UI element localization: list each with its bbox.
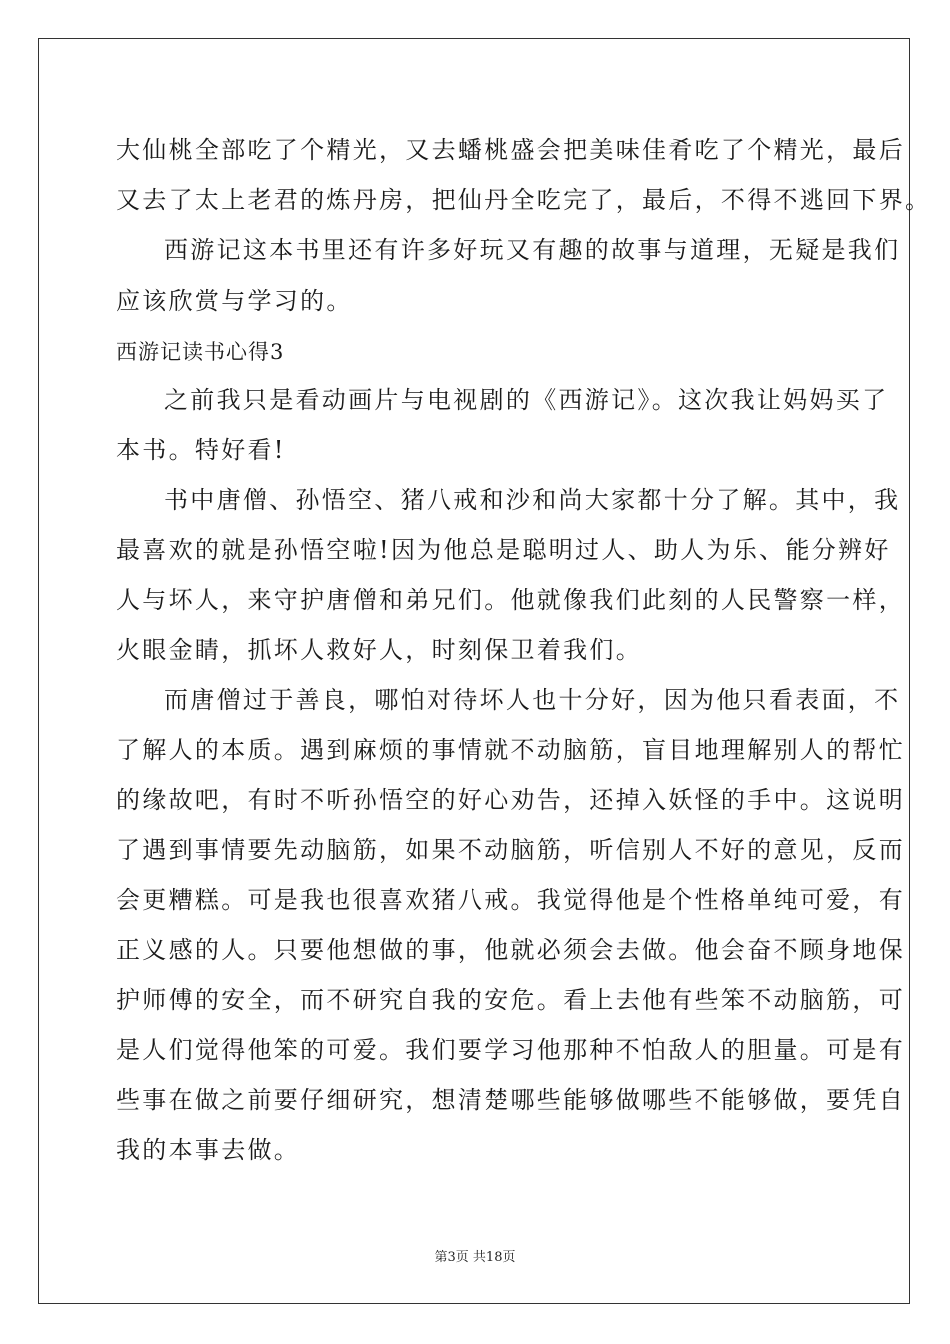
paragraph-first-line: 之前我只是看动画片与电视剧的《西游记》。这次我让妈妈买了 xyxy=(164,386,889,414)
page-number-footer: 第3页 共18页 xyxy=(434,1250,516,1265)
text-line: 大仙桃全部吃了个精光，又去蟠桃盛会把美味佳肴吃了个精光，最后 xyxy=(116,136,905,164)
text-line: 人与坏人，来守护唐僧和弟兄们。他就像我们此刻的人民警察一样， xyxy=(116,586,905,614)
text-line: 我的本事去做。 xyxy=(116,1136,301,1164)
text-line: 最喜欢的就是孙悟空啦!因为他总是聪明过人、助人为乐、能分辨好 xyxy=(116,536,891,564)
text-line: 正义感的人。只要他想做的事，他就必须会去做。他会奋不顾身地保 xyxy=(116,936,905,964)
section-heading: 西游记读书心得3 xyxy=(116,340,285,364)
text-line: 了遇到事情要先动脑筋，如果不动脑筋，听信别人不好的意见，反而 xyxy=(116,836,905,864)
text-line: 会更糟糕。可是我也很喜欢猪八戒。我觉得他是个性格单纯可爱，有 xyxy=(116,886,905,914)
text-line: 护师傅的安全，而不研究自我的安危。看上去他有些笨不动脑筋，可 xyxy=(116,986,905,1014)
text-line: 火眼金睛，抓坏人救好人，时刻保卫着我们。 xyxy=(116,636,642,664)
text-line: 是人们觉得他笨的可爱。我们要学习他那种不怕敌人的胆量。可是有 xyxy=(116,1036,905,1064)
text-line: 了解人的本质。遇到麻烦的事情就不动脑筋，盲目地理解别人的帮忙 xyxy=(116,736,905,764)
text-line: 又去了太上老君的炼丹房，把仙丹全吃完了，最后，不得不逃回下界。 xyxy=(116,186,932,214)
text-line: 些事在做之前要仔细研究，想清楚哪些能够做哪些不能够做，要凭自 xyxy=(116,1086,905,1114)
paragraph-first-line: 而唐僧过于善良，哪怕对待坏人也十分好，因为他只看表面，不 xyxy=(164,686,901,714)
text-line: 本书。特好看! xyxy=(116,436,286,464)
text-line: 应该欣赏与学习的。 xyxy=(116,287,353,315)
paragraph-first-line: 西游记这本书里还有许多好玩又有趣的故事与道理，无疑是我们 xyxy=(164,236,901,264)
text-line: 的缘故吧，有时不听孙悟空的好心劝告，还掉入妖怪的手中。这说明 xyxy=(116,786,905,814)
paragraph-first-line: 书中唐僧、孙悟空、猪八戒和沙和尚大家都十分了解。其中，我 xyxy=(164,486,901,514)
